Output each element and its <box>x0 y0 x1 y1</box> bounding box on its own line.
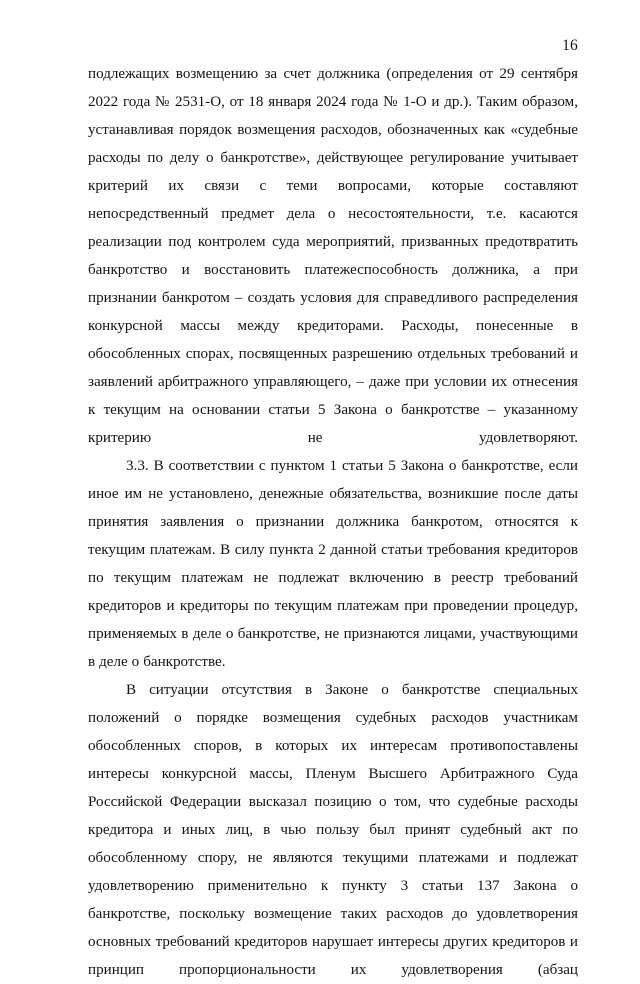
page-text-body <box>88 60 578 984</box>
page-number: 16 <box>562 37 578 54</box>
paragraph-continued: подлежащих возмещению за счет должника (определения от 29 сентября 2022 года № 2531-О, от 18 января 2024 года № 1-О и др.). Таким образом, устанавливая порядок возмещения расходов, обозначенных как «судебные расходы по делу о банкротстве», действующее регулирование учитывает критерий их связи с теми вопросами, которые составляют непосредственный предмет дела о несостоятельности, т.е. касаются реализации под контролем суда мероприятий, призванных предотвратить банкротство и восстановить платежеспособность должника, а при признании банкротом – создать условия для справедливого распределения конкурсной массы между кредиторами. Расходы, понесенные в обособленных спорах, посвященных разрешению отдельных требований и заявлений арбитражного управляющего, – даже при условии их отнесения к текущим на основании статьи 5 Закона о банкротстве – указанному критерию не удовлетворяют. <box>88 66 578 446</box>
paragraph-clause-3-3: 3.3. В соответствии с пунктом 1 статьи 5 Закона о банкротстве, если иное им не установлено, денежные обязательства, возникшие после даты принятия заявления о признании должника банкротом, относятся к текущим платежам. В силу пункта 2 данной статьи требования кредиторов по текущим платежам не подлежат включению в реестр требований кредиторов и кредиторы по текущим платежам при проведении процедур, применяемых в деле о банкротстве, не признаются лицами, участвующими в деле о банкротстве. <box>88 458 578 670</box>
paragraph-plenum-position: В ситуации отсутствия в Законе о банкротстве специальных положений о порядке возмещения судебных расходов участникам обособленных споров, в которых их интересам противопоставлены интересы конкурсной массы, Пленум Высшего Арбитражного Суда Российской Федерации высказал позицию о том, что судебные расходы кредитора и иных лиц, в чью пользу был принят судебный акт по обособленному спору, не являются текущими платежами и подлежат удовлетворению применительно к пункту 3 статьи 137 Закона о банкротстве, поскольку возмещение таких расходов до удовлетворения основных требований кредиторов нарушает интересы других кредиторов и принцип пропорциональности их удовлетворения (абзац <box>88 682 578 978</box>
